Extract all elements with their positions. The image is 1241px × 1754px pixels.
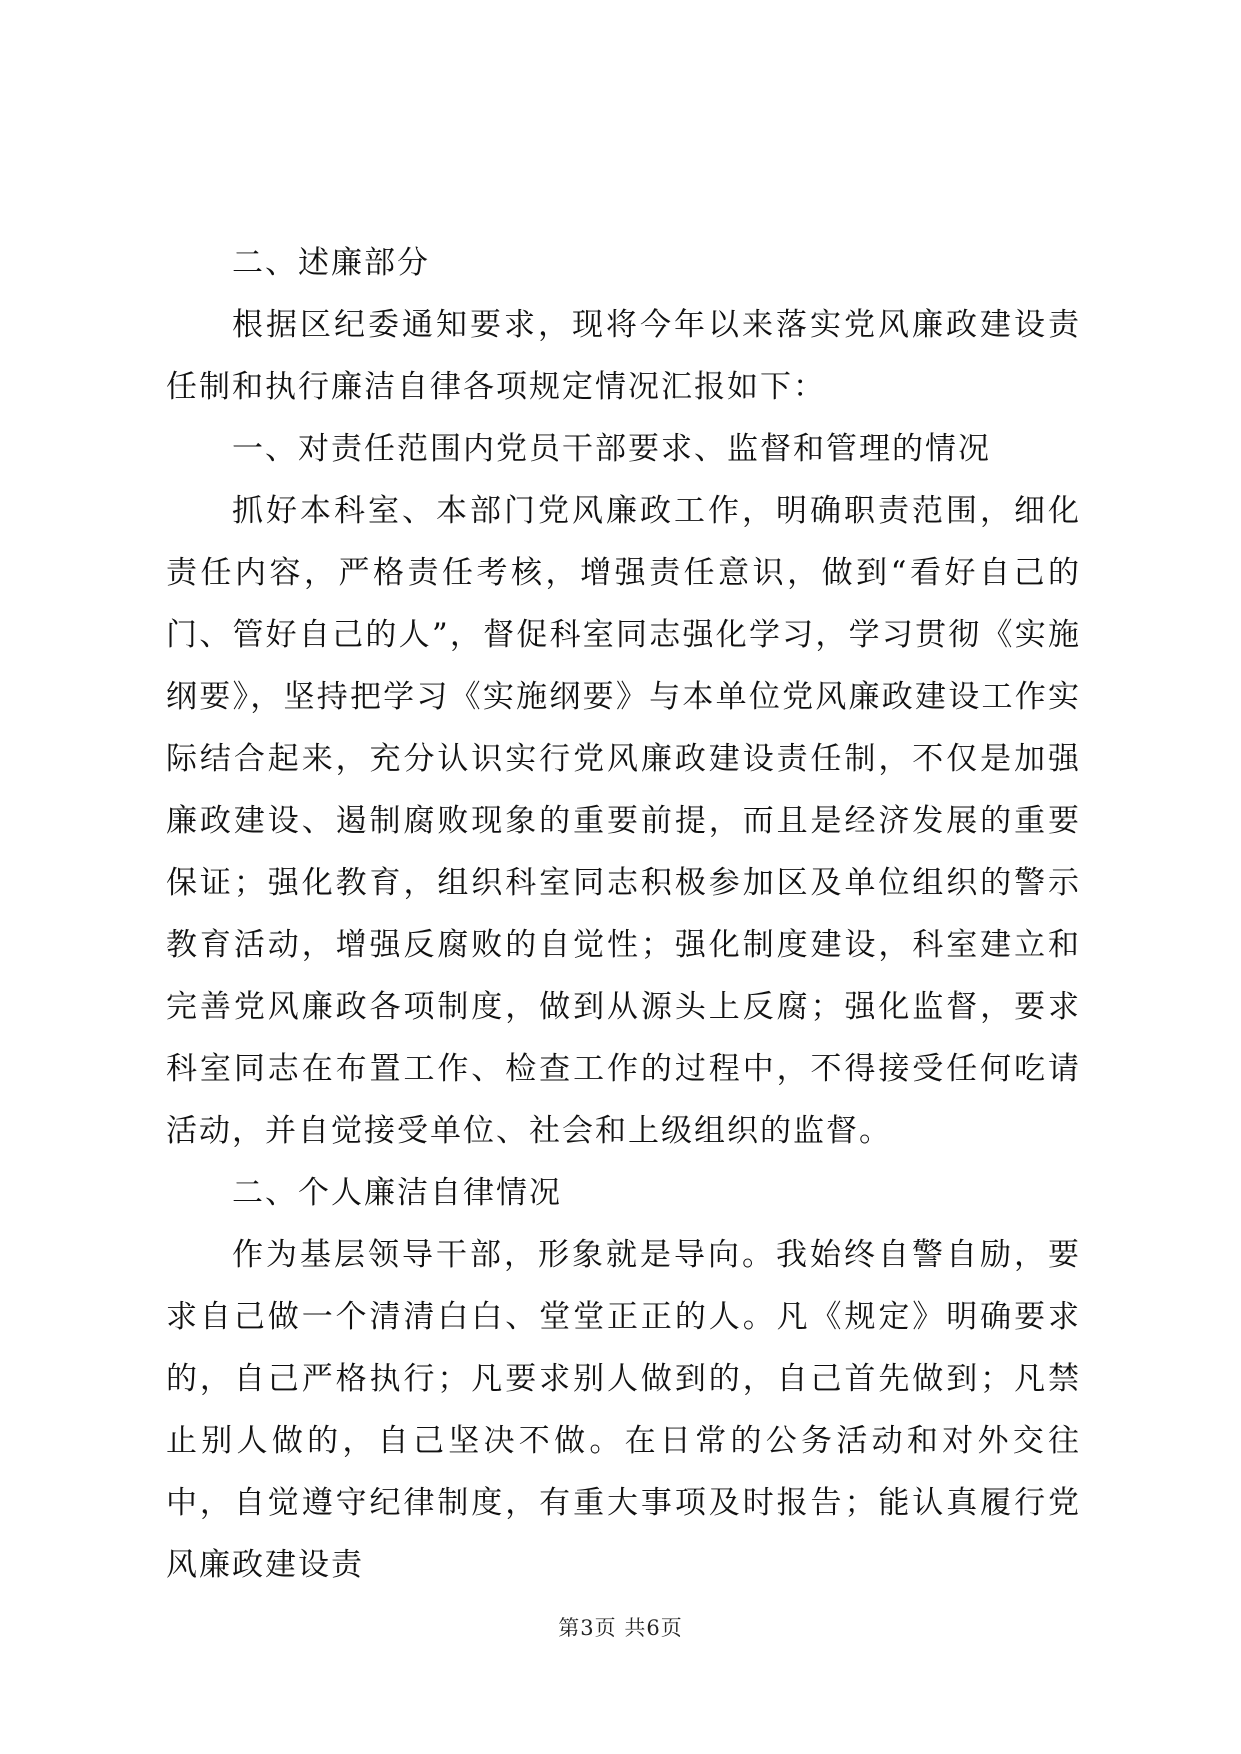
page-number-footer: 第3页 共6页	[558, 1616, 683, 1640]
document-body	[166, 232, 1081, 1596]
self-discipline-paragraph: 作为基层领导干部，形象就是导向。我始终自警自励，要求自己做一个清清白白、堂堂正正的人。凡《规定》明确要求的，自己严格执行；凡要求别人做到的，自己首先做到；凡禁止别人做的，自己坚决不做。在日常的公务活动和对外交往中，自觉遵守纪律制度，有重大事项及时报告；能认真履行党风廉政建设责	[166, 1237, 1081, 1583]
responsibility-paragraph: 抓好本科室、本部门党风廉政工作，明确职责范围，细化责任内容，严格责任考核，增强责任意识，做到“看好自己的门、管好自己的人”，督促科室同志强化学习，学习贯彻《实施纲要》，坚持把学习《实施纲要》与本单位党风廉政建设工作实际结合起来，充分认识实行党风廉政建设责任制，不仅是加强廉政建设、遏制腐败现象的重要前提，而且是经济发展的重要保证；强化教育，组织科室同志积极参加区及单位组织的警示教育活动，增强反腐败的自觉性；强化制度建设，科室建立和完善党风廉政各项制度，做到从源头上反腐；强化监督，要求科室同志在布置工作、检查工作的过程中，不得接受任何吃请活动，并自觉接受单位、社会和上级组织的监督。	[166, 493, 1081, 1149]
section-heading-shulian: 二、述廉部分	[232, 245, 430, 281]
subsection-heading-self-discipline: 二、个人廉洁自律情况	[232, 1175, 562, 1211]
subsection-heading-responsibility: 一、对责任范围内党员干部要求、监督和管理的情况	[232, 431, 991, 467]
intro-paragraph: 根据区纪委通知要求，现将今年以来落实党风廉政建设责任制和执行廉洁自律各项规定情况汇报如下：	[166, 307, 1081, 405]
